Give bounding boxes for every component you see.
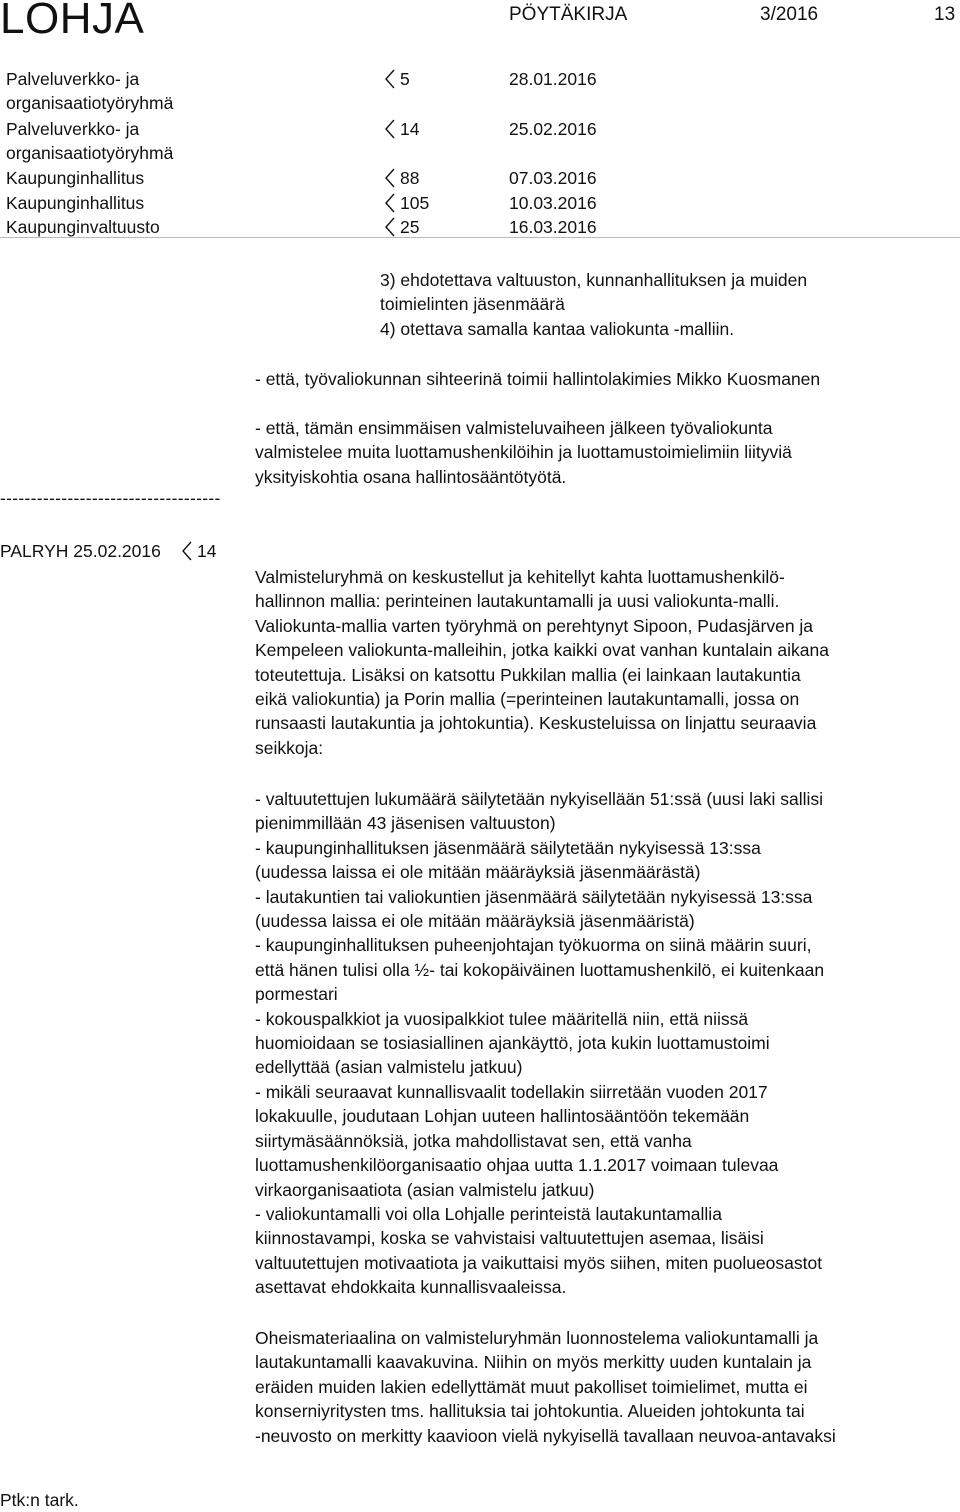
text-line: konserniyritysten tms. hallituksia tai johtokuntia. Alueiden johtokunta tai: [255, 1401, 805, 1422]
text-line: toteutettuja. Lisäksi on katsottu Pukkilan mallia (ei lainkaan lautakuntia: [255, 664, 801, 685]
agreed-points-list: [255, 787, 955, 1300]
list-item: kiinnostavampi, koska se vahvistaisi valtuutettujen asemaa, lisäisi: [255, 1228, 764, 1249]
text-line: - että, tämän ensimmäisen valmisteluvaiheen jälkeen työvaliokunta: [255, 418, 773, 438]
list-item: - valiokuntamalli voi olla Lohjalle perinteistä lautakuntamallia: [255, 1203, 722, 1224]
list-item: - kaupunginhallituksen puheenjohtajan työkuorma on siinä määrin suuri,: [255, 935, 812, 956]
text-line: Oheismateriaalina on valmisteluryhmän luonnostelema valiokuntamalli ja: [255, 1328, 819, 1348]
history-organ: Palveluverkko- ja: [6, 69, 140, 89]
section-reference: PALRYH 25.02.2016: [0, 541, 161, 561]
history-date: 10.03.2016: [509, 193, 597, 213]
list-item: lokakuulle, joudutaan Lohjan uuteen hallintosääntöön tekemään: [255, 1106, 750, 1127]
preparation-item: [255, 416, 955, 489]
list-item: edellyttää (asian valmistelu jatkuu): [255, 1057, 523, 1078]
text-line: yksityiskohtia osana hallintosääntötyötä.: [255, 466, 567, 487]
history-date: 28.01.2016: [509, 69, 597, 89]
text-line: Valiokunta-mallia varten työryhmä on perehtynyt Sipoon, Pudasjärven ja: [255, 615, 814, 636]
body-paragraph: [255, 565, 955, 760]
list-item: pormestari: [255, 984, 338, 1005]
text-line: eräiden muiden lakien edellyttämät muut pakolliset toimielimet, mutta ei: [255, 1376, 808, 1397]
text-line: -neuvosto on merkitty kaavioon vielä nykyisellä tavallaan neuvoa-antavaksi: [255, 1425, 836, 1446]
list-item: valtuutettujen motivaatiota ja vaikuttaisi myös siihen, miten puolueosastot: [255, 1252, 823, 1273]
section-mark-icon: [383, 168, 397, 188]
list-item: siirtymäsäännöksiä, jotka mahdollistavat sen, että vanha: [255, 1130, 692, 1151]
text-line: toimielinten jäsenmäärä: [380, 294, 565, 315]
closing-paragraph: [255, 1326, 955, 1448]
history-organ: Kaupunginhallitus: [6, 193, 145, 213]
history-organ: Kaupunginvaltuusto: [6, 217, 160, 237]
list-item: luottamushenkilöorganisaatio ohjaa uutta 1.1.2017 voimaan tulevaa: [255, 1155, 779, 1176]
text-line: hallinnon mallia: perinteinen lautakuntamalli ja uusi valiokunta-malli.: [255, 591, 780, 612]
header-divider: [0, 237, 960, 238]
list-item: virkaorganisaatiota (asian valmistelu jatkuu): [255, 1179, 595, 1200]
history-section: 88: [400, 168, 420, 188]
history-organ: Palveluverkko- ja: [6, 119, 140, 139]
list-item: huomioidaan se tosiasiallinen ajankäyttö, jota kukin luottamustoimi: [255, 1033, 770, 1054]
list-item: - kokouspalkkiot ja vuosipalkkiot tulee määritellä niin, että niissä: [255, 1008, 749, 1029]
footer-check-label: Ptk:n tark.: [0, 1490, 79, 1510]
list-item: - mikäli seuraavat kunnallisvaalit todellakin siirretään vuoden 2017: [255, 1081, 768, 1102]
logo: LOHJA: [0, 0, 145, 43]
text-line: eikä valiokuntia) ja Porin mallia (=perinteinen lautakuntamalli, jossa on: [255, 689, 800, 710]
history-section: 5: [400, 69, 410, 89]
section-mark-icon: [383, 69, 397, 89]
section-mark-icon: [180, 541, 194, 561]
proposal-items: [380, 268, 960, 341]
text-line: Kempeleen valiokunta-malleihin, jotka kaikki ovat vanhan kuntalain aikana: [255, 640, 829, 661]
text-line: 3) ehdotettava valtuuston, kunnanhallituksen ja muiden: [380, 270, 808, 290]
section-mark-icon: [383, 119, 397, 139]
list-item: asettavat ehdokkaita kunnallisvaaleissa.: [255, 1277, 567, 1298]
text-line: seikkoja:: [255, 737, 324, 758]
section-mark-icon: [383, 217, 397, 237]
history-organ: Kaupunginhallitus: [6, 168, 145, 188]
list-item: - lautakuntien tai valiokuntien jäsenmäärä säilytetään nykyisessä 13:ssa: [255, 886, 813, 907]
text-line: lautakuntamalli kaavakuvina. Niihin on myös merkitty uuden kuntalain ja: [255, 1352, 812, 1373]
text-line: Valmisteluryhmä on keskustellut ja kehitellyt kahta luottamushenkilö-: [255, 567, 785, 587]
list-item: että hänen tulisi olla ½- tai kokopäiväinen luottamushenkilö, ei kuitenkaan: [255, 959, 825, 980]
history-date: 25.02.2016: [509, 119, 597, 139]
history-section: 105: [400, 193, 430, 213]
history-section: 25: [400, 217, 420, 237]
secretary-item: - että, työvaliokunnan sihteerinä toimii hallintolakimies Mikko Kuosmanen: [255, 369, 821, 389]
history-section: 14: [400, 119, 420, 139]
text-line: valmistelee muita luottamushenkilöihin ja luottamustoimielimiin liityviä: [255, 442, 792, 463]
history-date: 16.03.2016: [509, 217, 597, 237]
section-separator: ------------------------------------: [0, 488, 221, 508]
text-line: runsaasti lautakuntia ja johtokuntia). Keskusteluissa on linjattu seuraavia: [255, 713, 817, 734]
section-number: 14: [197, 541, 217, 561]
list-item: pienimmillään 43 jäsenisen valtuuston): [255, 813, 556, 834]
list-item: (uudessa laissa ei ole mitään määräyksiä jäsenmäärästä): [255, 862, 701, 883]
history-date: 07.03.2016: [509, 168, 597, 188]
list-item: (uudessa laissa ei ole mitään määräyksiä jäsenmääristä): [255, 911, 695, 932]
list-item: - kaupunginhallituksen jäsenmäärä säilytetään nykyisessä 13:ssa: [255, 837, 761, 858]
document-type: PÖYTÄKIRJA: [509, 4, 628, 25]
section-mark-icon: [383, 193, 397, 213]
history-organ: organisaatiotyöryhmä: [6, 143, 174, 163]
text-line: 4) otettava samalla kantaa valiokunta -malliin.: [380, 318, 735, 339]
page-number: 13: [934, 4, 956, 25]
list-item: - valtuutettujen lukumäärä säilytetään nykyisellään 51:ssä (uusi laki sallisi: [255, 789, 824, 809]
history-organ: organisaatiotyöryhmä: [6, 93, 174, 113]
issue-number: 3/2016: [760, 4, 819, 25]
